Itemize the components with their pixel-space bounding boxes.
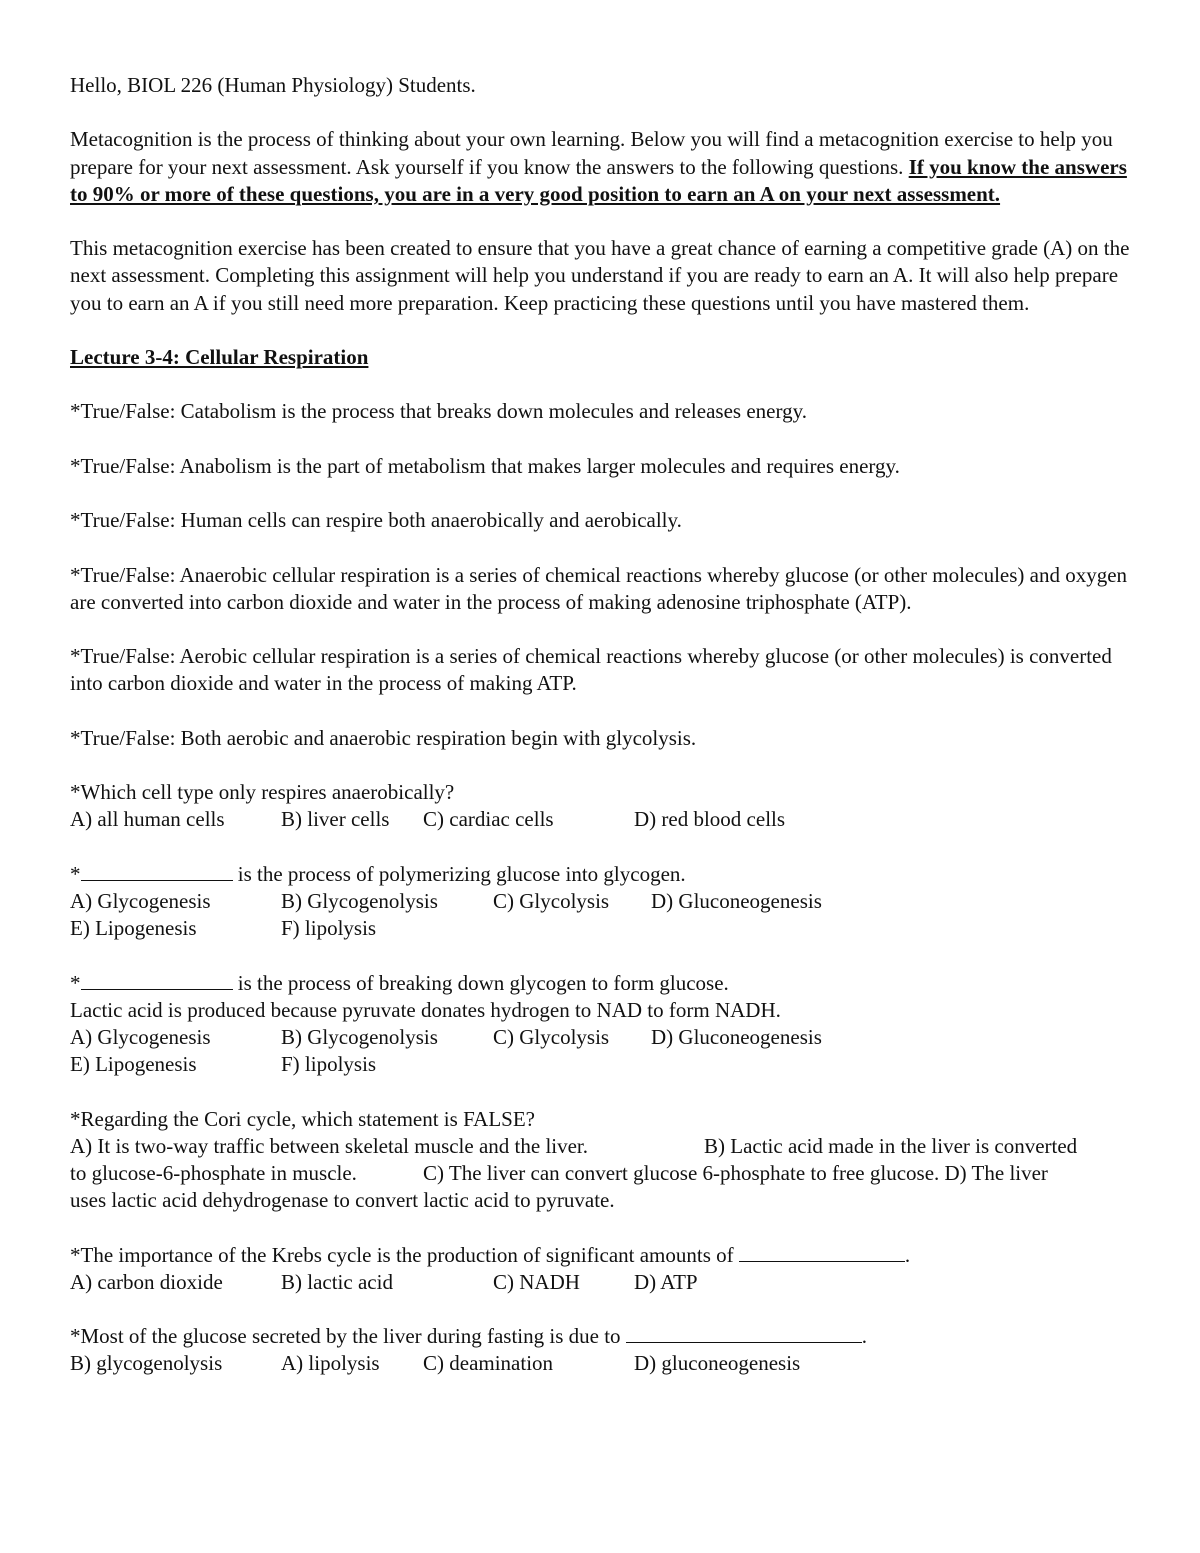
option: A) It is two-way traffic between skeletal muscle and the liver.: [70, 1133, 589, 1158]
question-stem: [70, 861, 1140, 888]
answer-blank: [739, 1243, 905, 1262]
document-page: [70, 72, 1140, 1378]
question-stem: *Which cell type only respires anaerobically?: [70, 780, 455, 805]
option: B) Glycogenolysis: [281, 1024, 438, 1049]
option: B) Lactic acid made in the liver is converted: [704, 1133, 1078, 1158]
tf-question: *True/False: Anabolism is the part of metabolism that makes larger molecules and requires energy.: [70, 453, 900, 478]
stem-text: *The importance of the Krebs cycle is the production of significant amounts of: [70, 1242, 739, 1267]
asterisk: *: [70, 861, 81, 886]
option: B) glycogenolysis: [70, 1351, 223, 1376]
section-heading: Lecture 3-4: Cellular Respiration: [70, 344, 369, 369]
option: D) Gluconeogenesis: [651, 888, 822, 913]
option-line: [70, 1133, 1140, 1160]
tf-question: *True/False: Catabolism is the process that breaks down molecules and releases energy.: [70, 399, 807, 424]
option: A) carbon dioxide: [70, 1269, 223, 1294]
option: C) Glycolysis: [493, 888, 610, 913]
option: E) Lipogenesis: [70, 916, 197, 941]
option: D) Gluconeogenesis: [651, 1024, 822, 1049]
intro-text: Metacognition is the process of thinking about your own learning. Below you will find a metacognition exercise to help you prepare for your next assessment. Ask yourself if you know the answers to the following questions.: [70, 127, 1113, 179]
question-stem: [70, 1323, 1140, 1350]
question-cell-type: [70, 779, 1140, 833]
question-glycogenolysis: [70, 970, 1140, 1079]
stem-text: *Most of the glucose secreted by the liver during fasting is due to: [70, 1324, 626, 1349]
option: D) gluconeogenesis: [634, 1351, 801, 1376]
option: B) Glycogenolysis: [281, 888, 438, 913]
question-krebs-cycle: [70, 1242, 1140, 1296]
tf-question: *True/False: Both aerobic and anaerobic respiration begin with glycolysis.: [70, 725, 697, 750]
option: F) lipolysis: [281, 1052, 377, 1077]
option: C) cardiac cells: [423, 807, 554, 832]
options-row: [70, 1024, 1140, 1051]
intro-emphasis: If you know the answers to 90% or more of these questions, you are in a very good position to earn an A on your next assessment.: [70, 154, 1127, 206]
purpose-paragraph: This metacognition exercise has been created to ensure that you have a great chance of earning a competitive grade (A) on the next assessment. Completing this assignment will help you understand if you are ready to earn an A. It will also help prepare you to earn an A if you still need more preparation. Keep practicing these questions until you have mastered them.: [70, 236, 1130, 315]
question-stem: [70, 970, 1140, 997]
answer-blank: [81, 971, 233, 990]
options-row: [70, 1350, 1140, 1377]
question-glycogenesis: [70, 861, 1140, 943]
question-stem: *Regarding the Cori cycle, which statement is FALSE?: [70, 1106, 536, 1131]
tf-question: *True/False: Anaerobic cellular respiration is a series of chemical reactions whereby glucose (or other molecules) and oxygen are converted into carbon dioxide and water in the process of making adenosine triphosphate (ATP).: [70, 562, 1128, 614]
stem-end: .: [861, 1324, 868, 1349]
asterisk: *: [70, 970, 81, 995]
tf-question: *True/False: Aerobic cellular respiration is a series of chemical reactions whereby glucose (or other molecules) is converted into carbon dioxide and water in the process of making ATP.: [70, 644, 1112, 696]
options-row: [70, 806, 1140, 833]
option: D) ATP: [634, 1269, 698, 1294]
options-row: [70, 915, 1140, 942]
question-cori-cycle: [70, 1106, 1140, 1215]
answer-blank: [626, 1324, 862, 1343]
option-continuation: to glucose-6-phosphate in muscle.: [70, 1160, 357, 1185]
answer-blank: [81, 862, 233, 881]
option: F) lipolysis: [281, 916, 377, 941]
option: A) Glycogenesis: [70, 888, 211, 913]
option: A) Glycogenesis: [70, 1024, 211, 1049]
greeting: Hello, BIOL 226 (Human Physiology) Students.: [70, 73, 476, 97]
question-fasting-glucose: [70, 1323, 1140, 1377]
option: B) liver cells: [281, 807, 390, 832]
option-line: uses lactic acid dehydrogenase to convert lactic acid to pyruvate.: [70, 1188, 615, 1213]
option: C) deamination: [423, 1351, 554, 1376]
options-row: [70, 888, 1140, 915]
option: D) red blood cells: [634, 807, 786, 832]
stem-end: .: [904, 1242, 911, 1267]
question-stem: [70, 1242, 1140, 1269]
option: C) NADH: [493, 1269, 580, 1294]
option: C) The liver can convert glucose 6-phosphate to free glucose. D) The liver: [423, 1160, 1048, 1185]
option-line: [70, 1160, 1140, 1187]
options-row: [70, 1269, 1140, 1296]
stem-text: is the process of polymerizing glucose into glycogen.: [232, 861, 686, 886]
option: A) lipolysis: [281, 1351, 380, 1376]
stem-text: is the process of breaking down glycogen to form glucose.: [232, 970, 729, 995]
question-note: Lactic acid is produced because pyruvate donates hydrogen to NAD to form NADH.: [70, 997, 781, 1022]
option: A) all human cells: [70, 807, 225, 832]
tf-question: *True/False: Human cells can respire both anaerobically and aerobically.: [70, 508, 682, 533]
option: E) Lipogenesis: [70, 1052, 197, 1077]
option: C) Glycolysis: [493, 1024, 610, 1049]
options-row: [70, 1051, 1140, 1078]
option: B) lactic acid: [281, 1269, 393, 1294]
intro-paragraph: [70, 126, 1140, 208]
